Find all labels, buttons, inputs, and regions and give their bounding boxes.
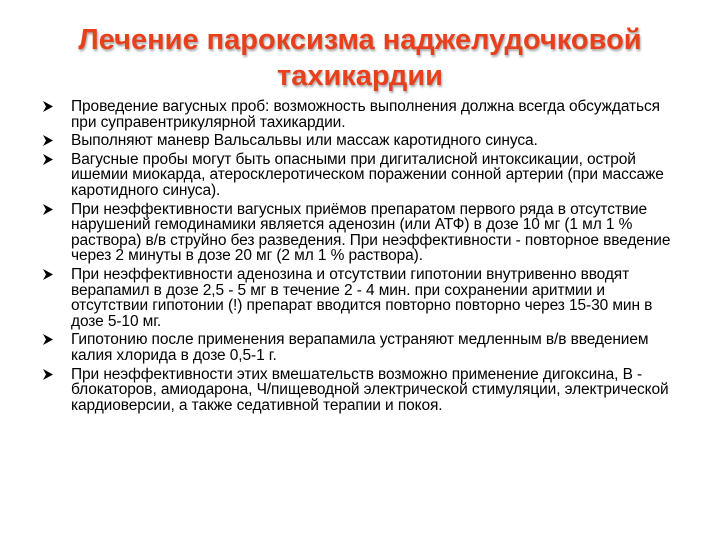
bullet-item [40,367,680,414]
arrow-bullet-icon [42,100,54,113]
bullet-text: При неэффективности вагусных приёмов препаратом первого ряда в отсутствие нарушений гемодинамики является аденозин (или АТФ) в дозе 10 мг (1 мл 1 % раствора) в/в струйно без разведения. При неэффективности - повторное введение через 2 минуты в дозе 20 мг (2 мл 1 % раствора). [71,200,671,265]
bullet-item [40,202,680,264]
bullet-item [40,332,680,363]
slide-title [20,22,700,94]
slide-title-line-1: Лечение пароксизма наджелудочковой [78,24,642,56]
bullet-text: При неэффективности этих вмешательств возможно применение дигоксина, В - блокаторов, амиодарона, Ч/пищеводной электрической стимуляции, электрической кардиоверсии, а также седативной терапии и покоя. [71,365,669,414]
slide-title-line-2: тахикардии [277,60,443,92]
arrow-bullet-icon [42,153,54,166]
bullet-text: Выполняют маневр Вальсальвы или массаж каротидного синуса. [71,132,538,150]
arrow-bullet-icon [42,268,54,281]
arrow-bullet-icon [42,368,54,381]
arrow-bullet-icon [42,333,54,346]
bullet-item [40,152,680,199]
arrow-bullet-icon [42,134,54,147]
bullet-text: Проведение вагусных проб: возможность выполнения должна всегда обсуждаться при суправентрикулярной тахикардии. [71,98,660,131]
bullet-text: Гипотонию после применения верапамила устраняют медленным в/в введением калия хлорида в дозе 0,5-1 г. [71,331,649,364]
bullet-item [40,267,680,329]
bullet-item [40,99,680,130]
bullet-list [40,99,680,416]
bullet-item [40,133,680,149]
arrow-bullet-icon [42,203,54,216]
bullet-text: Вагусные пробы могут быть опасными при дигиталисной интоксикации, острой ишемии миокарда, атеросклеротическом поражении сонной артерии (при массаже каротидного синуса). [71,150,664,199]
bullet-text: При неэффективности аденозина и отсутствии гипотонии внутривенно вводят верапамил в дозе 2,5 - 5 мг в течение 2 - 4 мин. при сохранении аритмии и отсутствии гипотонии (!) препарат вводится повторно повторно через 15-30 мин в дозе 5-10 мг. [71,265,653,330]
